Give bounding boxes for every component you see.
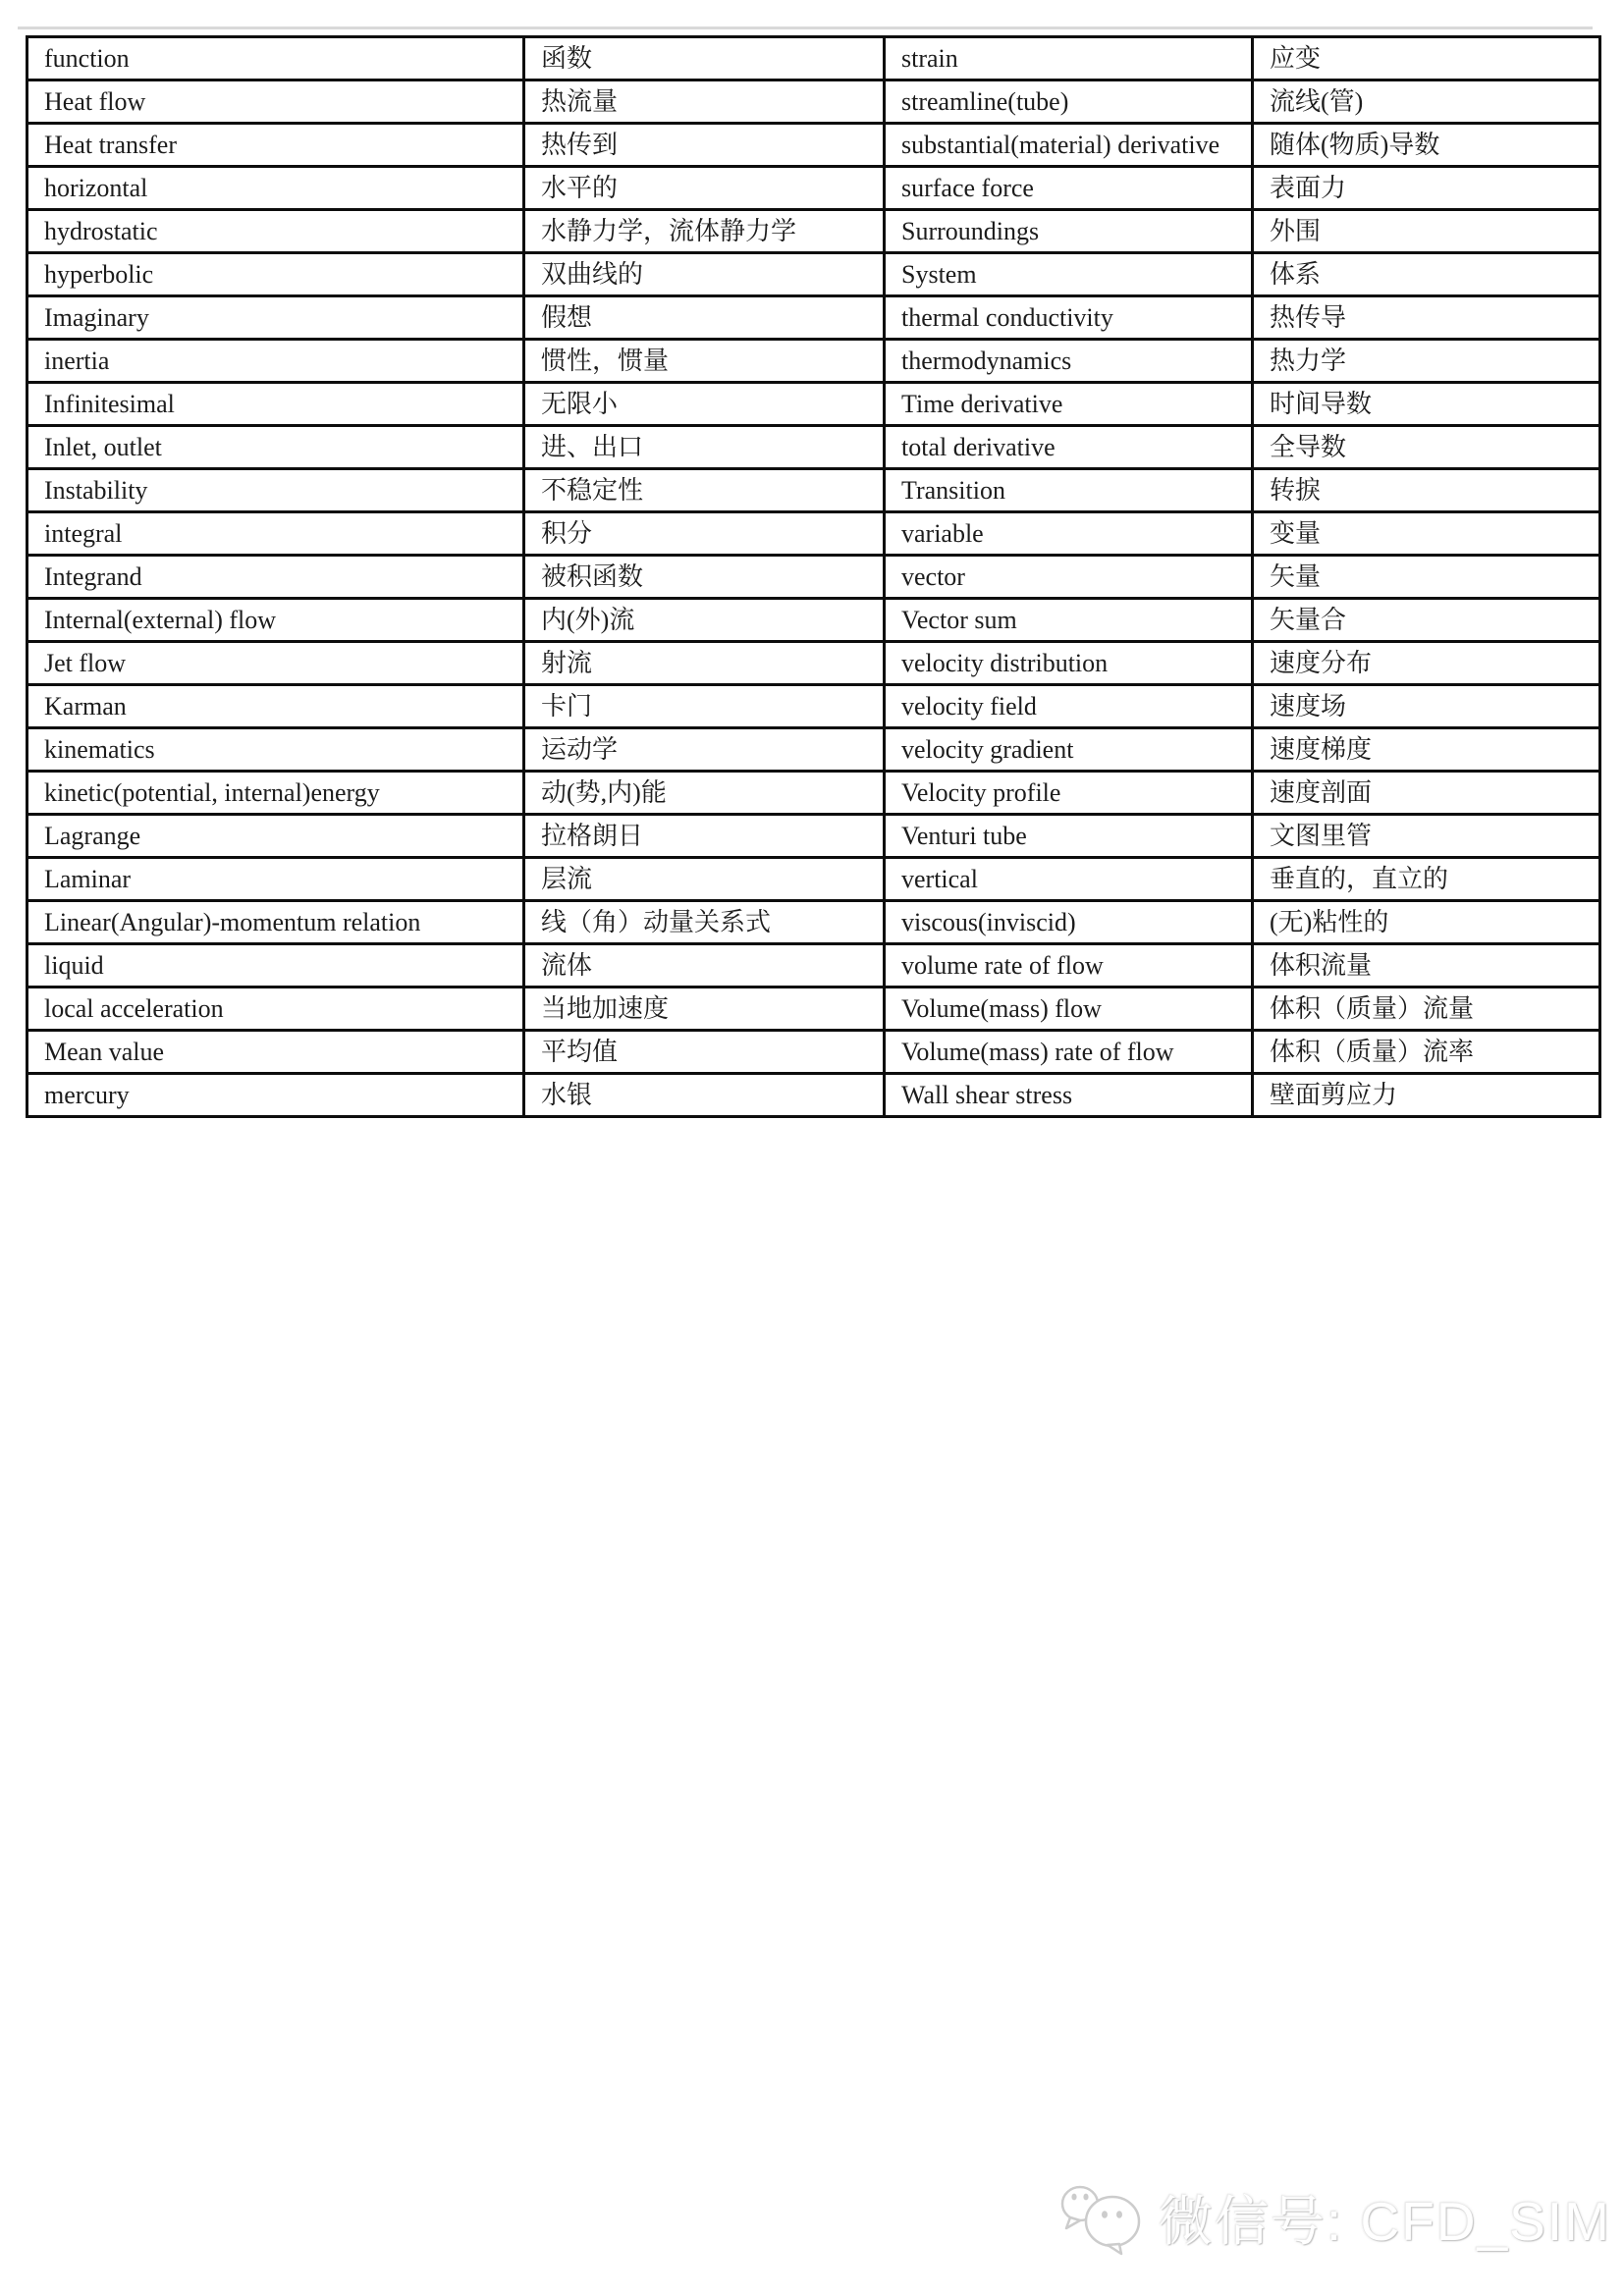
term-zh-cell: 变量 xyxy=(1253,512,1600,556)
table-row xyxy=(27,426,1600,469)
term-en-cell: Volume(mass) flow xyxy=(885,988,1253,1031)
term-en-cell: vertical xyxy=(885,858,1253,901)
term-en-cell: integral xyxy=(27,512,524,556)
term-en-cell: Venturi tube xyxy=(885,815,1253,858)
term-zh-cell: 卡门 xyxy=(524,685,885,728)
table-row xyxy=(27,1031,1600,1074)
term-zh-cell: 速度梯度 xyxy=(1253,728,1600,772)
table-row xyxy=(27,37,1600,80)
term-en-cell: Infinitesimal xyxy=(27,383,524,426)
term-en-cell: Laminar xyxy=(27,858,524,901)
term-zh-cell: 体积（质量）流率 xyxy=(1253,1031,1600,1074)
term-en-cell: surface force xyxy=(885,167,1253,210)
term-en-cell: variable xyxy=(885,512,1253,556)
table-row xyxy=(27,210,1600,253)
table-row xyxy=(27,599,1600,642)
term-zh-cell: 壁面剪应力 xyxy=(1253,1074,1600,1117)
table-row xyxy=(27,253,1600,296)
term-en-cell: Imaginary xyxy=(27,296,524,340)
watermark-text: 微信号: CFD_SIM xyxy=(1159,2190,1611,2252)
table-row xyxy=(27,556,1600,599)
term-en-cell: Linear(Angular)-momentum relation xyxy=(27,901,524,944)
term-en-cell: kinetic(potential, internal)energy xyxy=(27,772,524,815)
term-en-cell: Karman xyxy=(27,685,524,728)
term-zh-cell: 进、出口 xyxy=(524,426,885,469)
term-en-cell: System xyxy=(885,253,1253,296)
term-en-cell: velocity gradient xyxy=(885,728,1253,772)
term-zh-cell: 运动学 xyxy=(524,728,885,772)
term-zh-cell: 时间导数 xyxy=(1253,383,1600,426)
term-zh-cell: 矢量合 xyxy=(1253,599,1600,642)
term-zh-cell: 积分 xyxy=(524,512,885,556)
term-zh-cell: 水静力学，流体静力学 xyxy=(524,210,885,253)
table-row xyxy=(27,383,1600,426)
term-en-cell: streamline(tube) xyxy=(885,80,1253,124)
table-row xyxy=(27,512,1600,556)
term-zh-cell: 平均值 xyxy=(524,1031,885,1074)
term-en-cell: Vector sum xyxy=(885,599,1253,642)
term-en-cell: horizontal xyxy=(27,167,524,210)
term-zh-cell: 热传到 xyxy=(524,124,885,167)
table-row xyxy=(27,124,1600,167)
table-row xyxy=(27,642,1600,685)
term-zh-cell: 速度分布 xyxy=(1253,642,1600,685)
term-zh-cell: 惯性，惯量 xyxy=(524,340,885,383)
wechat-icon xyxy=(1058,2177,1145,2256)
term-en-cell: viscous(inviscid) xyxy=(885,901,1253,944)
term-zh-cell: 双曲线的 xyxy=(524,253,885,296)
term-zh-cell: 内(外)流 xyxy=(524,599,885,642)
term-en-cell: Internal(external) flow xyxy=(27,599,524,642)
term-en-cell: velocity distribution xyxy=(885,642,1253,685)
term-zh-cell: 转捩 xyxy=(1253,469,1600,512)
term-en-cell: Instability xyxy=(27,469,524,512)
table-row xyxy=(27,901,1600,944)
term-zh-cell: 矢量 xyxy=(1253,556,1600,599)
term-zh-cell: (无)粘性的 xyxy=(1253,901,1600,944)
term-zh-cell: 随体(物质)导数 xyxy=(1253,124,1600,167)
table-row xyxy=(27,944,1600,988)
term-en-cell: Transition xyxy=(885,469,1253,512)
glossary-table-body xyxy=(27,37,1600,1117)
term-zh-cell: 当地加速度 xyxy=(524,988,885,1031)
term-zh-cell: 拉格朗日 xyxy=(524,815,885,858)
term-zh-cell: 体积流量 xyxy=(1253,944,1600,988)
term-en-cell: Wall shear stress xyxy=(885,1074,1253,1117)
term-en-cell: Velocity profile xyxy=(885,772,1253,815)
term-zh-cell: 层流 xyxy=(524,858,885,901)
term-en-cell: Heat flow xyxy=(27,80,524,124)
term-zh-cell: 动(势,内)能 xyxy=(524,772,885,815)
term-zh-cell: 文图里管 xyxy=(1253,815,1600,858)
term-en-cell: mercury xyxy=(27,1074,524,1117)
term-en-cell: hydrostatic xyxy=(27,210,524,253)
table-row xyxy=(27,296,1600,340)
term-zh-cell: 水平的 xyxy=(524,167,885,210)
term-zh-cell: 流体 xyxy=(524,944,885,988)
term-en-cell: function xyxy=(27,37,524,80)
term-en-cell: hyperbolic xyxy=(27,253,524,296)
scan-artifact-line xyxy=(18,27,1593,29)
table-row xyxy=(27,858,1600,901)
term-en-cell: liquid xyxy=(27,944,524,988)
term-en-cell: Mean value xyxy=(27,1031,524,1074)
table-row xyxy=(27,469,1600,512)
table-row xyxy=(27,685,1600,728)
term-zh-cell: 体系 xyxy=(1253,253,1600,296)
term-en-cell: total derivative xyxy=(885,426,1253,469)
term-en-cell: Inlet, outlet xyxy=(27,426,524,469)
term-zh-cell: 热力学 xyxy=(1253,340,1600,383)
term-en-cell: Integrand xyxy=(27,556,524,599)
term-zh-cell: 全导数 xyxy=(1253,426,1600,469)
term-zh-cell: 流线(管) xyxy=(1253,80,1600,124)
term-en-cell: Jet flow xyxy=(27,642,524,685)
term-zh-cell: 外围 xyxy=(1253,210,1600,253)
table-row xyxy=(27,1074,1600,1117)
term-en-cell: thermodynamics xyxy=(885,340,1253,383)
term-en-cell: local acceleration xyxy=(27,988,524,1031)
table-row xyxy=(27,340,1600,383)
term-en-cell: Surroundings xyxy=(885,210,1253,253)
term-zh-cell: 函数 xyxy=(524,37,885,80)
term-zh-cell: 射流 xyxy=(524,642,885,685)
term-en-cell: strain xyxy=(885,37,1253,80)
term-zh-cell: 水银 xyxy=(524,1074,885,1117)
term-zh-cell: 被积函数 xyxy=(524,556,885,599)
term-en-cell: Lagrange xyxy=(27,815,524,858)
term-zh-cell: 不稳定性 xyxy=(524,469,885,512)
term-zh-cell: 表面力 xyxy=(1253,167,1600,210)
table-row xyxy=(27,988,1600,1031)
term-en-cell: vector xyxy=(885,556,1253,599)
term-en-cell: inertia xyxy=(27,340,524,383)
term-zh-cell: 速度剖面 xyxy=(1253,772,1600,815)
table-row xyxy=(27,80,1600,124)
term-en-cell: Time derivative xyxy=(885,383,1253,426)
term-zh-cell: 垂直的，直立的 xyxy=(1253,858,1600,901)
watermark xyxy=(1058,2177,1611,2256)
term-zh-cell: 体积（质量）流量 xyxy=(1253,988,1600,1031)
term-zh-cell: 线（角）动量关系式 xyxy=(524,901,885,944)
term-en-cell: velocity field xyxy=(885,685,1253,728)
term-en-cell: substantial(material) derivative xyxy=(885,124,1253,167)
term-zh-cell: 速度场 xyxy=(1253,685,1600,728)
term-zh-cell: 热流量 xyxy=(524,80,885,124)
term-en-cell: Volume(mass) rate of flow xyxy=(885,1031,1253,1074)
term-en-cell: thermal conductivity xyxy=(885,296,1253,340)
table-row xyxy=(27,772,1600,815)
table-row xyxy=(27,815,1600,858)
glossary-table xyxy=(26,35,1601,1118)
table-row xyxy=(27,167,1600,210)
term-zh-cell: 热传导 xyxy=(1253,296,1600,340)
term-zh-cell: 假想 xyxy=(524,296,885,340)
term-zh-cell: 无限小 xyxy=(524,383,885,426)
term-en-cell: kinematics xyxy=(27,728,524,772)
term-zh-cell: 应变 xyxy=(1253,37,1600,80)
term-en-cell: volume rate of flow xyxy=(885,944,1253,988)
table-row xyxy=(27,728,1600,772)
term-en-cell: Heat transfer xyxy=(27,124,524,167)
